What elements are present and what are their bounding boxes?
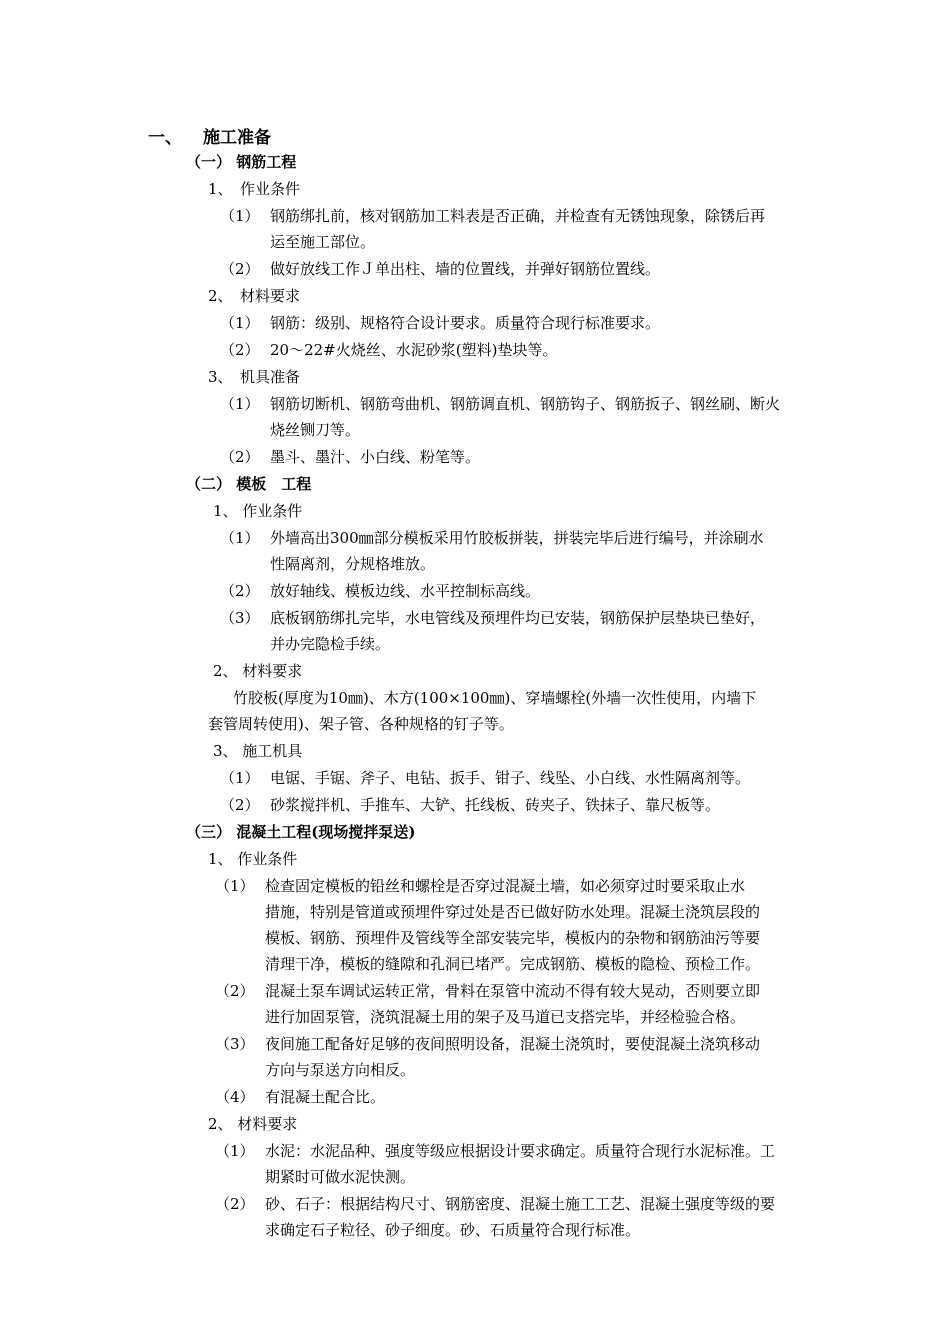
item-text: 底板钢筋绑扎完毕，水电管线及预埋件均已安装，钢筋保护层垫块已垫好， [270,609,766,627]
section-number: 一、 [148,128,182,148]
item-text: 钢筋：级别、规格符合设计要求。质量符合现行标准要求。 [270,314,661,332]
item-text: 做好放线工作Ｊ单出柱、墙的位置线，并弹好钢筋位置线。 [270,260,661,278]
item-number: （1） [215,1142,255,1160]
item-text: 放好轴线、模板边线、水平控制标高线。 [270,582,541,600]
item-number: （1） [220,769,260,787]
item-label: 3、 机具准备 [208,368,301,386]
item-text: 砂浆搅拌机、手推车、大铲、托线板、砖夹子、铁抹子、靠尺板等。 [270,796,721,814]
item-number: （3） [220,609,260,627]
item-number: （3） [215,1035,255,1053]
item-number: （1） [220,395,260,413]
item-number: （1） [220,314,260,332]
item-text: 20～22#火烧丝、水泥砂浆(塑料)垫块等。 [270,341,558,359]
item-label: 1、 作业条件 [208,850,298,868]
subsection-heading-concrete: （三） 混凝土工程(现场搅拌泵送) [186,823,416,841]
item-text: 清理干净，模板的缝隙和孔洞已堵严。完成钢筋、模板的隐检、预检工作。 [265,955,761,973]
item-text: 钢筋绑扎前，核对钢筋加工料表是否正确，并检查有无锈蚀现象，除锈后再 [270,207,766,225]
item-number: （2） [220,260,260,278]
item-text: 检查固定模板的铅丝和螺栓是否穿过混凝土墙，如必须穿过时要采取止水 [265,877,746,895]
item-text: 性隔离剂，分规格堆放。 [270,555,436,573]
item-text: 电锯、手锯、斧子、电钻、扳手、钳子、线坠、小白线、水性隔离剂等。 [270,769,751,787]
item-text: 外墙高出300㎜部分模板采用竹胶板拼装，拼装完毕后进行编号，并涂刷水 [270,529,764,547]
item-text: 有混凝土配合比。 [265,1088,386,1106]
item-number: （2） [215,1195,255,1213]
section-title: 施工准备 [203,128,271,148]
subsection-heading-rebar: （一） 钢筋工程 [186,153,297,171]
item-number: （1） [220,207,260,225]
item-text: 措施，特别是管道或预埋件穿过处是否已做好防水处理。混凝土浇筑层段的 [265,903,761,921]
item-text: 砂、石子：根据结构尺寸、钢筋密度、混凝土施工工艺、混凝土强度等级的要 [265,1195,776,1213]
item-label: 2、 材料要求 [208,1115,298,1133]
item-text: 并办完隐检手续。 [270,635,391,653]
item-text: 水泥：水泥品种、强度等级应根据设计要求确定。质量符合现行水泥标准。工 [265,1142,776,1160]
item-number: （1） [215,877,255,895]
item-text: 烧丝铡刀等。 [270,421,361,439]
item-label: 1、 作业条件 [208,180,301,198]
item-number: （2） [220,448,260,466]
item-label: 2、 材料要求 [208,287,301,305]
item-text: 钢筋切断机、钢筋弯曲机、钢筋调直机、钢筋钩子、钢筋扳子、钢丝刷、断火 [270,395,781,413]
item-label: 2、 材料要求 [213,662,303,680]
item-text: 求确定石子粒径、砂子细度。砂、石质量符合现行标准。 [265,1221,641,1239]
paragraph-text: 套管周转使用)、架子管、各种规格的钉子等。 [208,715,514,733]
item-number: （2） [220,341,260,359]
item-text: 期紧时可做水泥快测。 [265,1168,416,1186]
item-number: （4） [215,1088,255,1106]
paragraph-text: 竹胶板(厚度为10㎜)、木方(100×100㎜)、穿墙螺栓(外墙一次性使用，内墙下 [233,689,757,707]
item-text: 模板、钢筋、预埋件及管线等全部安装完毕，模板内的杂物和钢筋油污等要 [265,929,761,947]
item-text: 墨斗、墨汁、小白线、粉笔等。 [270,448,481,466]
item-text: 方向与泵送方向相反。 [265,1061,416,1079]
item-text: 混凝土泵车调试运转正常，骨料在泵管中流动不得有较大晃动，否则要立即 [265,982,761,1000]
subsection-heading-formwork: （二） 模板 工程 [186,475,312,493]
item-number: （2） [215,982,255,1000]
item-text: 夜间施工配备好足够的夜间照明设备，混凝土浇筑时，要使混凝土浇筑移动 [265,1035,761,1053]
item-text: 运至施工部位。 [270,233,376,251]
item-label: 1、 作业条件 [213,502,303,520]
item-number: （2） [220,796,260,814]
item-text: 进行加固泵管，浇筑混凝土用的架子及马道已支搭完毕，并经检验合格。 [265,1008,746,1026]
item-number: （1） [220,529,260,547]
item-number: （2） [220,582,260,600]
item-label: 3、 施工机具 [213,742,303,760]
